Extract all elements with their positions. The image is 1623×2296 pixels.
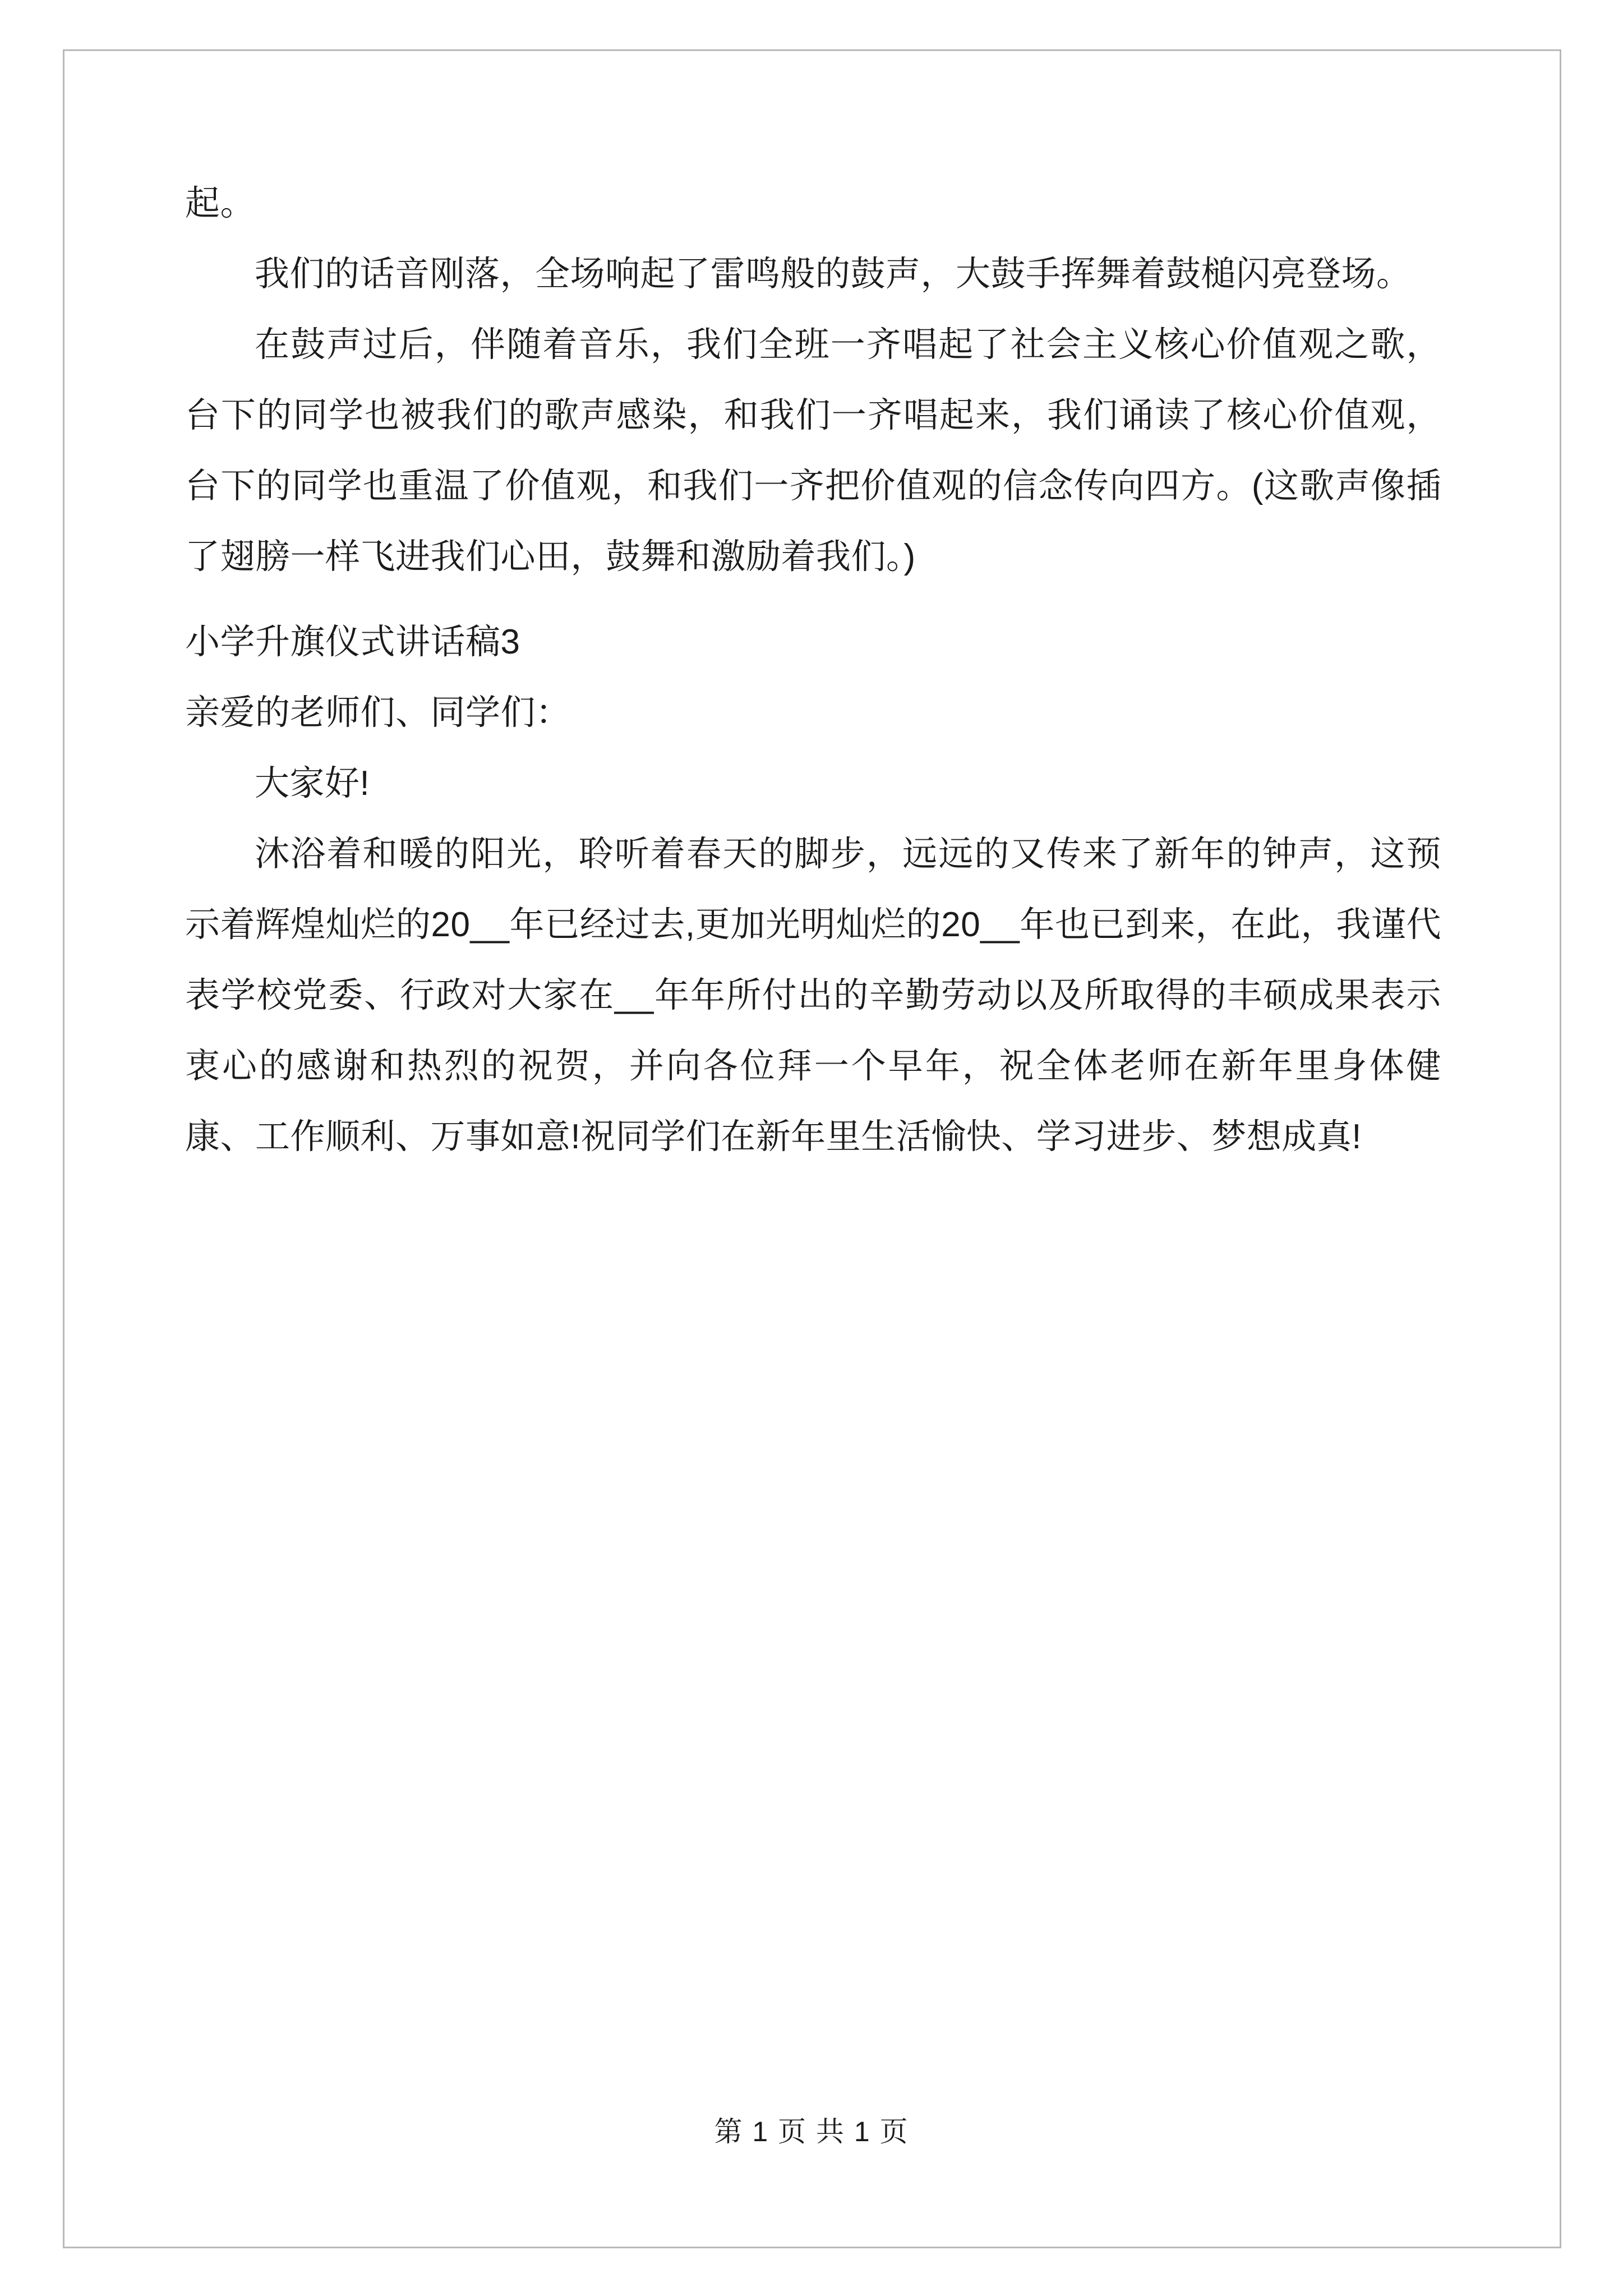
page-footer: 第 1 页 共 1 页: [714, 2116, 909, 2147]
paragraph: 亲爱的老师们、同学们：: [185, 693, 571, 732]
paragraph: 沐浴着和暖的阳光，聆听着春天的脚步，远远的又传来了新年的钟声，这预示着辉煌灿烂的20__年已经过去,更加光明灿烂的20__年也已到来，在此，我谨代表学校党委、行政对大家在__年年所付出的辛勤劳动以及所取得的丰硕成果表示衷心的感谢和热烈的祝贺，并向各位拜一个早年，祝全体老师在新年里身体健康、工作顺利、万事如意!祝同学们在新年里生活愉快、学习进步、梦想成真!: [185, 835, 1441, 1156]
paragraph-spacer: [185, 592, 1441, 607]
paragraph: 起。: [185, 184, 256, 223]
section-heading: 小学升旗仪式讲话稿3: [185, 623, 520, 661]
document-body: [185, 168, 1441, 1172]
paragraph: 我们的话音刚落，全场响起了雷鸣般的鼓声，大鼓手挥舞着鼓槌闪亮登场。: [255, 255, 1412, 293]
paragraph: 在鼓声过后，伴随着音乐，我们全班一齐唱起了社会主义核心价值观之歌，台下的同学也被我们的歌声感染，和我们一齐唱起来，我们诵读了核心价值观，台下的同学也重温了价值观，和我们一齐把价值观的信念传向四方。(这歌声像插了翅膀一样飞进我们心田，鼓舞和激励着我们。): [185, 325, 1441, 576]
paragraph: 大家好!: [255, 764, 370, 803]
